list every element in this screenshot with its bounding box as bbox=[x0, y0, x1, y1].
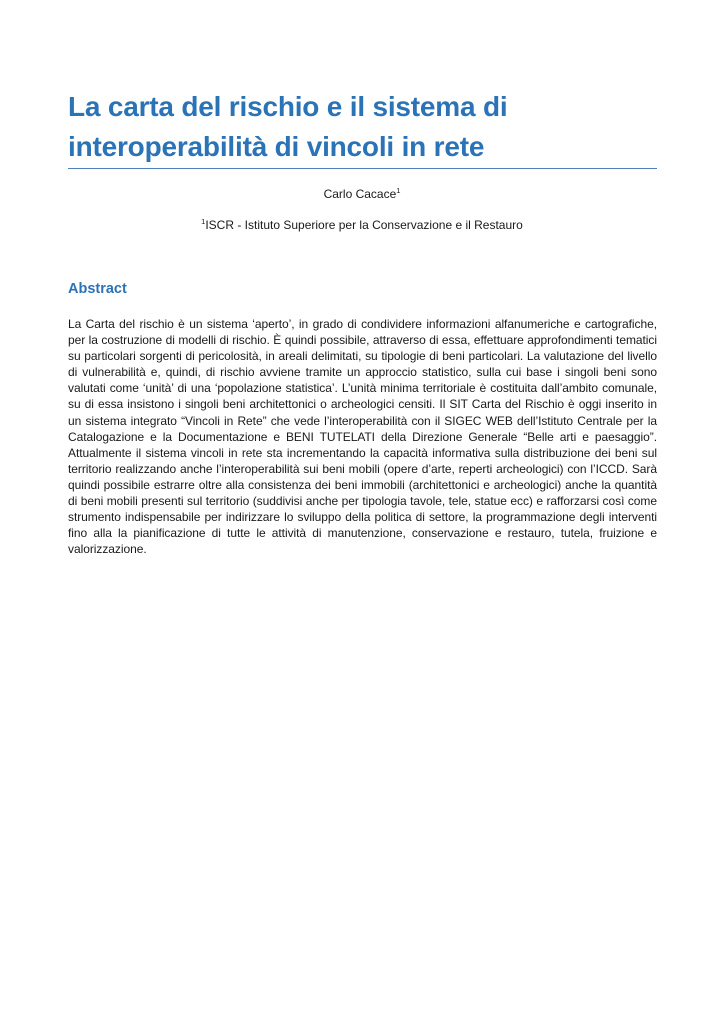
author-name: Carlo Cacace bbox=[323, 187, 397, 201]
title-divider bbox=[68, 168, 657, 169]
affiliation-marker: 1 bbox=[201, 217, 206, 226]
author-line bbox=[0, 186, 724, 202]
abstract-heading: Abstract bbox=[68, 281, 127, 297]
affiliation-text: ISCR - Istituto Superiore per la Conservazione e il Restauro bbox=[205, 218, 523, 232]
author-affiliation-marker: 1 bbox=[396, 186, 401, 195]
affiliation-line bbox=[0, 217, 724, 233]
abstract-body: La Carta del rischio è un sistema ‘aperto’, in grado di condividere informazioni alfanumeriche e cartografiche, per la costruzione di modelli di rischio. È quindi possibile, attraverso di essa, effettuare approfondimenti tematici su particolari sorgenti di pericolosità, in areali delimitati, su tipologie di beni particolari. La valutazione del livello di vulnerabilità e, quindi, di rischio avviene tramite un approccio statistico, sulla cui base i singoli beni sono valutati come ‘unità’ di una ‘popolazione statistica’. L’unità minima territoriale è costituita dall’ambito comunale, su di essa insistono i singoli beni architettonici o archeologici censiti. Il SIT Carta del Rischio è oggi inserito in un sistema integrato “Vincoli in Rete” che vede l’interoperabilità con il SIGEC WEB dell’Istituto Centrale per la Catalogazione e la Documentazione e BENI TUTELATI della Direzione Generale “Belle arti e paesaggio”. Attualmente il sistema vincoli in rete sta incrementando la capacità informativa sulla distribuzione dei beni sul territorio realizzando anche l’interoperabilità sui beni mobili (opere d’arte, reperti archeologici) con l’ICCD. Sarà quindi possibile estrarre oltre alla consistenza dei beni immobili (architettonici e archeologici) anche la quantità di beni mobili presenti sul territorio (suddivisi anche per tipologia tavole, tele, statue ecc) e rafforzarsi così come strumento indispensabile per indirizzare lo sviluppo della politica di settore, la programmazione degli interventi fino alla la pianificazione di tutte le attività di manutenzione, conservazione e restauro, tutela, fruizione e valorizzazione. bbox=[68, 317, 657, 557]
paper-title: La carta del rischio e il sistema di interoperabilità di vincoli in rete bbox=[68, 91, 508, 162]
